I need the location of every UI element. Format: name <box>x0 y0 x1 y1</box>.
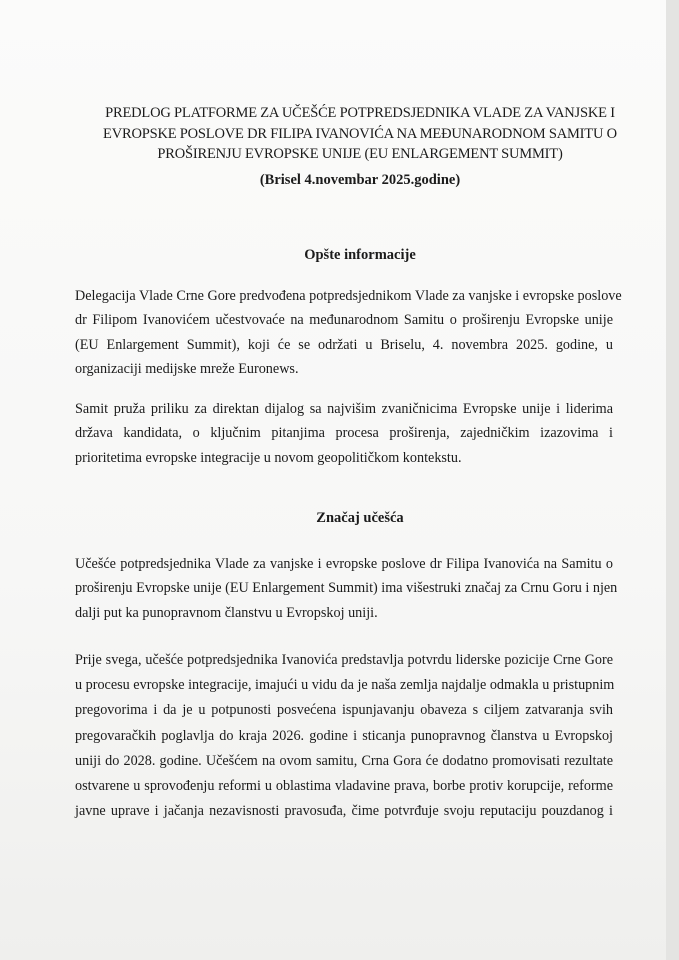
text-line: proširenju Evropske unije (EU Enlargement Summit) ima višestruki značaj za Crnu Goru i njen <box>75 580 618 597</box>
text-line: prioritetima evropske integracije u novom geopolitičkom kontekstu. <box>75 449 462 466</box>
text-line: pregovaračkih poglavlja do kraja 2026. godine i sticanja punopravnog članstva u Evropskoj <box>75 727 613 744</box>
paragraph <box>75 552 618 625</box>
paragraph <box>75 397 613 470</box>
title-line: PREDLOG PLATFORME ZA UČEŠĆE POTPREDSJEDNIKA VLADE ZA VANJSKE I <box>105 105 615 121</box>
document-title <box>80 103 640 165</box>
text-line: pregovorima i da je u potpunosti posvećena ispunjavanju obaveza s ciljem zatvaranja svih <box>75 702 613 719</box>
text-line: u procesu evropske integracije, imajući u vidu da je naša zemlja najdalje odmakla u pristupnim <box>75 677 615 694</box>
text-line: država kandidata, o ključnim pitanjima procesa proširenja, zajedničkim izazovima i <box>75 425 613 442</box>
section-heading-significance: Značaj učešća <box>316 510 404 526</box>
text-line: dalji put ka punopravnom članstvu u Evropskoj uniji. <box>75 604 378 621</box>
text-line: dr Filipom Ivanovićem učestvovaće na međunarodnom Samitu o proširenju Evropske unije <box>75 312 613 329</box>
text-line: uniji do 2028. godine. Učešćem na ovom samitu, Crna Gora će dodatno promovisati rezultate <box>75 752 613 769</box>
text-line: Prije svega, učešće potpredsjednika Ivanovića predstavlja potvrdu liderske pozicije Crne Gore <box>75 652 613 668</box>
page-edge <box>666 0 679 960</box>
document-subtitle: (Brisel 4.novembar 2025.godine) <box>259 172 461 188</box>
text-line: Učešće potpredsjednika Vlade za vanjske i evropske poslove dr Filipa Ivanovića na Samitu o <box>75 556 613 572</box>
text-line: Samit pruža priliku za direktan dijalog sa najvišim zvaničnicima Evropske unije i liderima <box>75 401 613 417</box>
paragraph <box>75 648 613 824</box>
text-line: ostvarene u sprovođenju reformi u oblastima vladavine prava, borbe protiv korupcije, reforme <box>75 778 613 795</box>
paragraph <box>75 284 622 381</box>
section-heading-general: Opšte informacije <box>304 247 416 263</box>
title-line: PROŠIRENJU EVROPSKE UNIJE (EU ENLARGEMENT SUMMIT) <box>157 146 563 162</box>
title-line: EVROPSKE POSLOVE DR FILIPA IVANOVIĆA NA MEĐUNARODNOM SAMITU O <box>103 125 617 142</box>
text-line: (EU Enlargement Summit), koji će se održati u Briselu, 4. novembra 2025. godine, u <box>75 336 613 353</box>
text-line: Delegacija Vlade Crne Gore predvođena potpredsjednikom Vlade za vanjske i evropske poslove <box>75 288 622 304</box>
text-line: javne uprave i jačanja nezavisnosti pravosuđa, čime potvrđuje svoju reputaciju pouzdanog i <box>75 803 613 820</box>
text-line: organizaciji medijske mreže Euronews. <box>75 360 299 377</box>
